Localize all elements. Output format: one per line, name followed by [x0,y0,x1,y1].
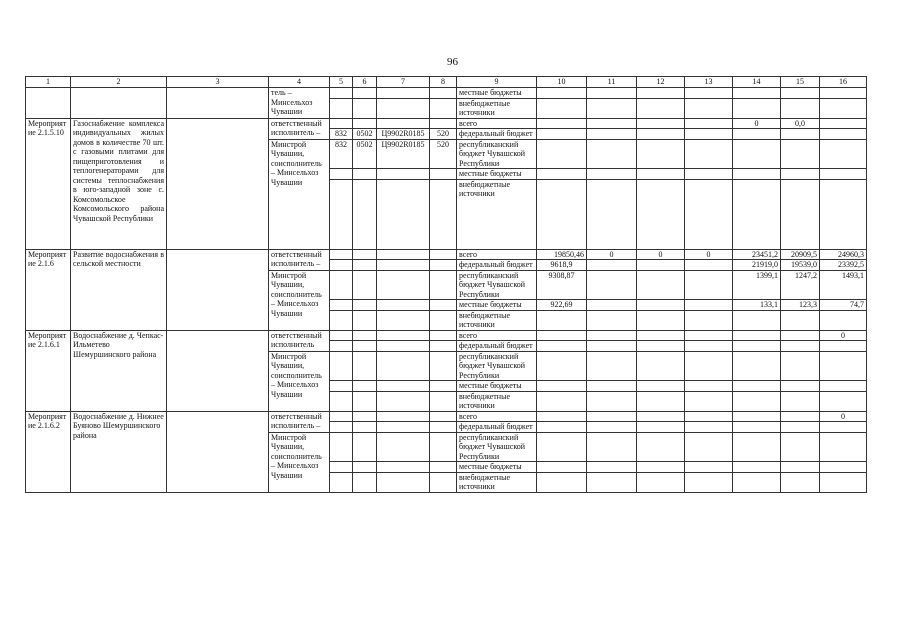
executor-cell: ответственный исполнитель [269,330,330,351]
source-label: республиканский бюджет Чувашской Республики [457,270,537,300]
source-label: внебюджетные источники [457,391,537,411]
source-label: федеральный бюджет [457,341,537,352]
col-num: 1 [26,77,71,88]
event-code: Мероприятие 2.1.6.2 [26,411,71,492]
source-label: федеральный бюджет [457,129,537,140]
value-cell: 9308,87 [537,270,587,300]
value-cell: 0 [587,249,637,260]
value-cell: 1493,1 [820,270,867,300]
executor-cell: ответственный исполнитель – [269,411,330,432]
source-label: местные бюджеты [457,300,537,311]
col-num: 16 [820,77,867,88]
event-code: Мероприятие 2.1.6 [26,249,71,330]
col-num: 8 [430,77,457,88]
value-cell: 19539,0 [781,260,820,271]
executor-cell: ответственный исполнитель – [269,118,330,139]
column-number-row [26,77,867,88]
source-label: внебюджетные источники [457,98,537,118]
source-label: республиканский бюджет Чувашской Республики [457,351,537,381]
value-cell: 133,1 [733,300,781,311]
table-row [26,330,867,341]
table-row [26,118,867,129]
source-label: местные бюджеты [457,88,537,99]
executor-cell: Минстрой Чувашии, соисполнитель – Минсельхоз Чувашии [269,139,330,249]
col-num: 9 [457,77,537,88]
event-code: Мероприятие 2.1.6.1 [26,330,71,411]
vr-code: 520 [430,129,457,140]
value-cell: 0 [733,118,781,129]
value-cell: 0 [637,249,685,260]
executor-cell: Минстрой Чувашии, соисполнитель – Минсельхоз Чувашии [269,270,330,330]
source-label: федеральный бюджет [457,260,537,271]
source-label: всего [457,118,537,129]
rz-code: 0502 [353,139,377,169]
event-name: Водоснабжение д. Нижнее Буяново Шемуршинского района [71,411,167,492]
event-name: Газоснабжение комплекса индивидуальных жилых домов в количестве 70 шт. с газовыми плитами для пищеприготовления и теплогенераторами для системы теплоснабжения в юго-западной зоне с. Комсомольское Комсомольского района Чувашской Республики [71,118,167,249]
source-label: республиканский бюджет Чувашской Республики [457,432,537,462]
value-cell: 0 [820,411,867,422]
source-label: всего [457,411,537,422]
value-cell: 24960,3 [820,249,867,260]
budget-table [25,76,867,493]
csr-code: Ц9902R0185 [377,139,430,169]
col-num: 14 [733,77,781,88]
col-num: 10 [537,77,587,88]
executor-cell: Минстрой Чувашии, соисполнитель – Минсельхоз Чувашии [269,432,330,492]
value-cell: 0 [820,330,867,341]
value-cell: 9618,9 [537,260,587,271]
col-num: 3 [167,77,269,88]
csr-code: Ц9902R0185 [377,129,430,140]
value-cell: 23392,5 [820,260,867,271]
col-num: 2 [71,77,167,88]
col-num: 11 [587,77,637,88]
col-num: 4 [269,77,330,88]
event-code: Мероприятие 2.1.5.10 [26,118,71,249]
source-label: местные бюджеты [457,462,537,473]
source-label: внебюджетные источники [457,310,537,330]
gr-code: 832 [330,129,353,140]
source-label: местные бюджеты [457,169,537,180]
source-label: всего [457,330,537,341]
value-cell: 21919,0 [733,260,781,271]
col-num: 6 [353,77,377,88]
executor-cell: Минстрой Чувашии, соисполнитель – Минсельхоз Чувашии [269,351,330,411]
source-label: федеральный бюджет [457,422,537,433]
executor-cell: тель – Минсельхоз Чувашии [269,88,330,119]
col-num: 5 [330,77,353,88]
value-cell: 19850,46 [537,249,587,260]
value-cell: 123,3 [781,300,820,311]
table-row [26,249,867,260]
value-cell: 0,0 [781,118,820,129]
value-cell: 74,7 [820,300,867,311]
value-cell: 922,69 [537,300,587,311]
source-label: внебюджетные источники [457,472,537,492]
source-label: внебюджетные источники [457,179,537,249]
value-cell: 0 [685,249,733,260]
event-name: Развитие водоснабжения в сельской местности [71,249,167,330]
source-label: всего [457,249,537,260]
source-label: республиканский бюджет Чувашской Республики [457,139,537,169]
source-label: местные бюджеты [457,381,537,392]
value-cell: 23451,2 [733,249,781,260]
value-cell: 1247,2 [781,270,820,300]
col-num: 7 [377,77,430,88]
value-cell: 1399,1 [733,270,781,300]
table-row [26,88,867,99]
executor-cell: ответственный исполнитель – [269,249,330,270]
table-row [26,411,867,422]
col-num: 12 [637,77,685,88]
gr-code: 832 [330,139,353,169]
vr-code: 520 [430,139,457,169]
rz-code: 0502 [353,129,377,140]
value-cell: 20909,5 [781,249,820,260]
page-number: 96 [447,56,458,68]
event-name: Водоснабжение д. Чепкас-Ильметево Шемуршинского района [71,330,167,411]
col-num: 13 [685,77,733,88]
col-num: 15 [781,77,820,88]
